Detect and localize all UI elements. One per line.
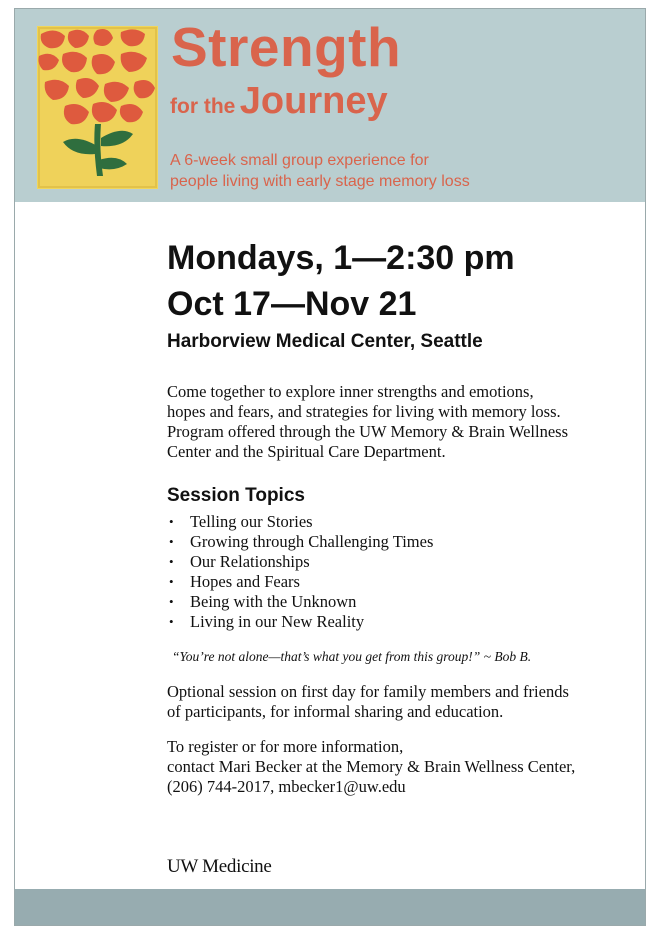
optional-line: Optional session on first day for family members and friends [167,682,569,701]
intro-line: Center and the Spiritual Care Department. [167,442,446,461]
subtitle-line: people living with early stage memory loss [170,173,470,190]
flower-painting [37,26,158,189]
schedule-days: Mondays, 1—2:30 pm [167,239,515,277]
list-item: • Living in our New Reality [167,612,433,632]
title-for-the-journey [170,80,388,123]
footer-bar [15,889,645,925]
title-journey: Journey [239,80,388,122]
title-for-the: for the [170,95,236,118]
subtitle-line: A 6-week small group experience for [170,152,429,169]
list-item: • Hopes and Fears [167,572,433,592]
intro-line: Program offered through the UW Memory & Brain Wellness [167,422,569,441]
list-item: • Our Relationships [167,552,433,572]
contact-line: (206) 744-2017, mbecker1@uw.edu [167,777,406,796]
contact-line: contact Mari Becker at the Memory & Brain Wellness Center, [167,757,576,776]
subtitle [170,150,530,192]
schedule-location: Harborview Medical Center, Seattle [167,331,483,352]
quote-author: ~ Bob B. [483,649,532,664]
session-topics-heading: Session Topics [167,485,305,506]
intro-paragraph [167,382,642,462]
quote-text: “You’re not alone—that’s what you get from this group!” [172,649,481,664]
session-topics-list [167,512,433,632]
list-item: • Growing through Challenging Times [167,532,433,552]
testimonial-quote [172,649,531,665]
list-item: • Being with the Unknown [167,592,433,612]
list-item: • Telling our Stories [167,512,433,532]
intro-line: Come together to explore inner strengths and emotions, [167,382,534,401]
schedule-dates: Oct 17—Nov 21 [167,285,417,323]
title-strength: Strength [171,16,402,78]
uw-medicine-logo: UW Medicine [167,856,272,877]
optional-session-paragraph [167,682,647,722]
intro-line: hopes and fears, and strategies for living with memory loss. [167,402,561,421]
optional-line: of participants, for informal sharing and education. [167,702,504,721]
contact-paragraph [167,737,647,797]
contact-line: To register or for more information, [167,737,404,756]
